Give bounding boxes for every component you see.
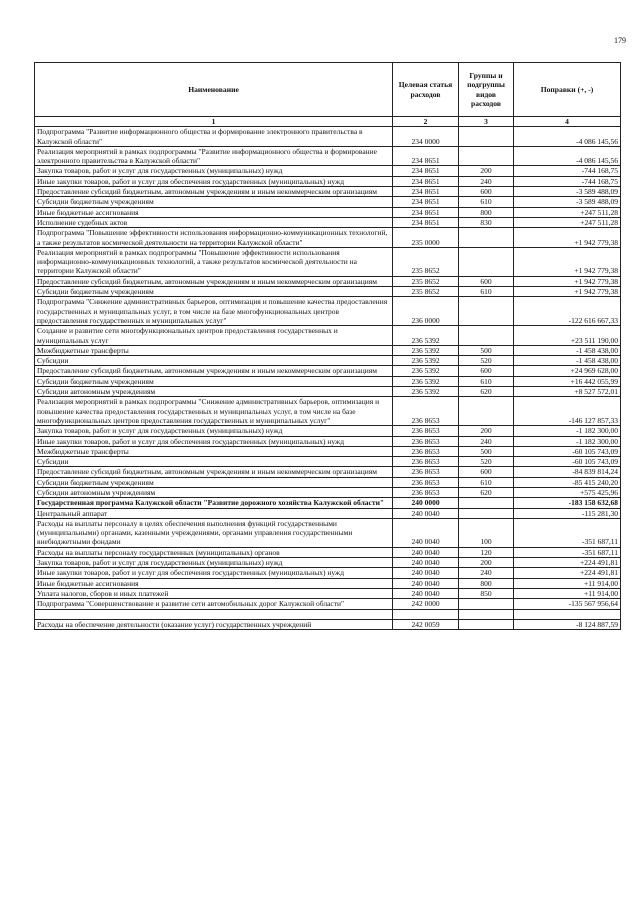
table-row [35, 146, 621, 166]
cell-group [459, 599, 514, 609]
cell-code: 236 8653 [393, 426, 459, 436]
cell-name: Субсидии автономным учреждениям [35, 387, 393, 397]
table-row [35, 397, 621, 426]
cell-group: 600 [459, 187, 514, 197]
cell-value: +1 942 779,38 [514, 228, 621, 248]
cell-code: 235 8652 [393, 276, 459, 286]
cell-group: 800 [459, 578, 514, 588]
cell-name: Субсидии бюджетным учреждениям [35, 287, 393, 297]
cell-code: 236 5392 [393, 387, 459, 397]
cell-value: -4 086 145,56 [514, 146, 621, 166]
cell-value: -744 168,75 [514, 176, 621, 186]
cell-code: 240 0000 [393, 498, 459, 508]
cell-code: 236 8653 [393, 477, 459, 487]
table-row [35, 207, 621, 217]
cell-value: +23 511 190,00 [514, 326, 621, 346]
spacer-cell [35, 609, 393, 619]
cell-name: Субсидии автономным учреждениям [35, 487, 393, 497]
table-row [35, 446, 621, 456]
cell-group: 200 [459, 426, 514, 436]
table-row [35, 599, 621, 609]
cell-group: 850 [459, 588, 514, 598]
cell-group: 620 [459, 387, 514, 397]
table-row [35, 467, 621, 477]
cell-value: +1 942 779,38 [514, 247, 621, 276]
cell-value: +8 527 572,01 [514, 387, 621, 397]
cell-name: Расходы на выплаты персоналу в целях обеспечения выполнения функций государственными (муниципальными) органами, казенными учреждениями, органами управления государственными внебюджетными фондами [35, 518, 393, 547]
cell-name: Расходы на обеспечение деятельности (оказание услуг) государственных учреждений [35, 619, 393, 629]
cell-name: Подпрограмма "Развитие информационного общества и формирование электронного правительства в Калужской области" [35, 127, 393, 147]
cell-name: Подпрограмма "Снижение административных барьеров, оптимизация и повышение качества предоставления государственных и муниципальных услуг, в том числе на базе многофункциональных центров предоставления государственных и муниципальных услуг" [35, 297, 393, 326]
table-row [35, 217, 621, 227]
cell-group: 610 [459, 287, 514, 297]
cell-group: 520 [459, 356, 514, 366]
cell-code: 240 0040 [393, 558, 459, 568]
cell-value: +1 942 779,38 [514, 276, 621, 286]
cell-code: 236 5392 [393, 366, 459, 376]
cell-name: Иные закупки товаров, работ и услуг для обеспечения государственных (муниципальных) нужд [35, 176, 393, 186]
budget-table [34, 62, 621, 630]
cell-value: -3 589 488,09 [514, 187, 621, 197]
cell-group: 200 [459, 166, 514, 176]
table-row [35, 228, 621, 248]
cell-name: Реализация мероприятий в рамках подпрограммы "Снижение административных барьеров, оптимизация и повышение качества предоставления государственных и муниципальных услуг, в том числе на базе многофункциональных центров предоставления государственных и муниципальных услуг" [35, 397, 393, 426]
cell-group [459, 297, 514, 326]
table-row [35, 518, 621, 547]
spacer-row [35, 609, 621, 619]
table-row [35, 366, 621, 376]
cell-group: 240 [459, 568, 514, 578]
cell-value: -183 158 632,68 [514, 498, 621, 508]
cell-value: -135 567 956,64 [514, 599, 621, 609]
cell-value: -122 616 667,33 [514, 297, 621, 326]
table-row [35, 197, 621, 207]
cell-code: 240 0040 [393, 568, 459, 578]
cell-name: Предоставление субсидий бюджетным, автономным учреждениям и иным некоммерческим организациям [35, 366, 393, 376]
cell-code: 235 8652 [393, 287, 459, 297]
cell-group [459, 508, 514, 518]
cell-name: Расходы на выплаты персоналу государственных (муниципальных) органов [35, 547, 393, 557]
cell-name: Центральный аппарат [35, 508, 393, 518]
cell-group: 830 [459, 217, 514, 227]
cell-code: 236 5392 [393, 345, 459, 355]
cell-code: 236 8653 [393, 436, 459, 446]
cell-value: -115 281,30 [514, 508, 621, 518]
cell-name: Закупка товаров, работ и услуг для государственных (муниципальных) нужд [35, 166, 393, 176]
table-row [35, 619, 621, 629]
cell-code: 235 8652 [393, 247, 459, 276]
cell-code: 240 0040 [393, 547, 459, 557]
cell-name: Реализация мероприятий в рамках подпрограммы "Повышение эффективности использования информационно-коммуникационных технологий, а также результатов космической деятельности на территории Калужской области" [35, 247, 393, 276]
cell-code: 236 8653 [393, 397, 459, 426]
cell-group: 610 [459, 197, 514, 207]
cell-code: 234 0000 [393, 127, 459, 147]
cell-name: Иные закупки товаров, работ и услуг для обеспечения государственных (муниципальных) нужд [35, 436, 393, 446]
cell-name: Субсидии бюджетным учреждениям [35, 376, 393, 386]
cell-name: Субсидии бюджетным учреждениям [35, 197, 393, 207]
cell-name: Межбюджетные трансферты [35, 345, 393, 355]
cell-value: +16 442 055,99 [514, 376, 621, 386]
cell-code: 234 8651 [393, 166, 459, 176]
cell-value: -4 086 145,56 [514, 127, 621, 147]
cell-value: -1 458 438,00 [514, 345, 621, 355]
cell-group [459, 247, 514, 276]
cell-code: 234 8651 [393, 176, 459, 186]
cell-group: 610 [459, 477, 514, 487]
cell-value: +247 511,28 [514, 207, 621, 217]
cell-group [459, 127, 514, 147]
cell-value: +24 969 628,00 [514, 366, 621, 376]
cell-name: Государственная программа Калужской области "Развитие дорожного хозяйства Калужской области" [35, 498, 393, 508]
cell-code: 234 8651 [393, 187, 459, 197]
table-row [35, 326, 621, 346]
cell-name: Субсидии бюджетным учреждениям [35, 477, 393, 487]
table-row [35, 457, 621, 467]
cell-group: 500 [459, 446, 514, 456]
cell-code: 240 0040 [393, 508, 459, 518]
cell-name: Предоставление субсидий бюджетным, автономным учреждениям и иным некоммерческим организациям [35, 276, 393, 286]
cell-name: Субсидии [35, 356, 393, 366]
table-row [35, 436, 621, 446]
cell-code: 240 0040 [393, 518, 459, 547]
cell-group: 610 [459, 376, 514, 386]
cell-group [459, 619, 514, 629]
cell-value: -3 589 488,09 [514, 197, 621, 207]
cell-value: +11 914,00 [514, 578, 621, 588]
cell-code: 234 8651 [393, 217, 459, 227]
cell-code: 236 0000 [393, 297, 459, 326]
cell-code: 236 8653 [393, 457, 459, 467]
header-target: Целевая статья расходов [393, 63, 459, 117]
cell-name: Уплата налогов, сборов и иных платежей [35, 588, 393, 598]
cell-value: +1 942 779,38 [514, 287, 621, 297]
cell-code: 234 8651 [393, 146, 459, 166]
table-row [35, 297, 621, 326]
cell-code: 234 8651 [393, 207, 459, 217]
cell-group [459, 228, 514, 248]
cell-group [459, 326, 514, 346]
table-row [35, 276, 621, 286]
table-row [35, 477, 621, 487]
cell-value: +224 491,81 [514, 568, 621, 578]
table-row [35, 345, 621, 355]
cell-group: 240 [459, 436, 514, 446]
cell-value: -351 687,11 [514, 518, 621, 547]
cell-code: 235 0000 [393, 228, 459, 248]
cell-name: Иные бюджетные ассигнования [35, 578, 393, 588]
col-number: 2 [393, 117, 459, 127]
spacer-cell [459, 609, 514, 619]
cell-group: 800 [459, 207, 514, 217]
col-number: 3 [459, 117, 514, 127]
cell-value: -1 182 300,00 [514, 436, 621, 446]
cell-code: 236 8653 [393, 467, 459, 477]
table-row [35, 487, 621, 497]
cell-code: 240 0040 [393, 588, 459, 598]
cell-value: -85 415 240,20 [514, 477, 621, 487]
table-row [35, 547, 621, 557]
page-number: 179 [614, 36, 626, 45]
cell-name: Подпрограмма "Повышение эффективности использования информационно-коммуникационных технологий, а также результатов космической деятельности на территории Калужской области" [35, 228, 393, 248]
header-amendment: Поправки (+, -) [514, 63, 621, 117]
cell-value: -1 182 300,00 [514, 426, 621, 436]
col-number: 1 [35, 117, 393, 127]
cell-name: Субсидии [35, 457, 393, 467]
table-row [35, 426, 621, 436]
table-row [35, 187, 621, 197]
cell-code: 242 0059 [393, 619, 459, 629]
cell-group: 120 [459, 547, 514, 557]
cell-group: 240 [459, 176, 514, 186]
cell-group [459, 146, 514, 166]
header-name: Наименование [35, 63, 393, 117]
table-row [35, 247, 621, 276]
table-body [35, 127, 621, 630]
table-row [35, 568, 621, 578]
table-row [35, 127, 621, 147]
cell-value: +247 511,28 [514, 217, 621, 227]
cell-value: +224 491,81 [514, 558, 621, 568]
cell-code: 236 5392 [393, 356, 459, 366]
cell-group [459, 397, 514, 426]
spacer-cell [514, 609, 621, 619]
cell-value: -60 105 743,09 [514, 446, 621, 456]
cell-name: Закупка товаров, работ и услуг для государственных (муниципальных) нужд [35, 558, 393, 568]
cell-group: 520 [459, 457, 514, 467]
table-row [35, 578, 621, 588]
cell-group [459, 498, 514, 508]
cell-value: -744 168,75 [514, 166, 621, 176]
cell-code: 240 0040 [393, 578, 459, 588]
table-row [35, 498, 621, 508]
cell-code: 236 8653 [393, 446, 459, 456]
cell-name: Межбюджетные трансферты [35, 446, 393, 456]
table-row [35, 176, 621, 186]
cell-value: -60 105 743,09 [514, 457, 621, 467]
table-row [35, 558, 621, 568]
cell-name: Иные закупки товаров, работ и услуг для обеспечения государственных (муниципальных) нужд [35, 568, 393, 578]
cell-name: Исполнение судебных актов [35, 217, 393, 227]
cell-group: 600 [459, 467, 514, 477]
cell-value: -146 127 857,33 [514, 397, 621, 426]
table-row [35, 356, 621, 366]
cell-value: -1 458 438,00 [514, 356, 621, 366]
table-row [35, 588, 621, 598]
cell-group: 600 [459, 276, 514, 286]
cell-code: 234 8651 [393, 197, 459, 207]
cell-group: 600 [459, 366, 514, 376]
cell-group: 620 [459, 487, 514, 497]
cell-value: -84 839 814,24 [514, 467, 621, 477]
table-row [35, 376, 621, 386]
cell-value: -8 124 887,59 [514, 619, 621, 629]
spacer-cell [393, 609, 459, 619]
cell-name: Закупка товаров, работ и услуг для государственных (муниципальных) нужд [35, 426, 393, 436]
col-number: 4 [514, 117, 621, 127]
cell-code: 242 0000 [393, 599, 459, 609]
cell-code: 236 5392 [393, 326, 459, 346]
cell-code: 236 5392 [393, 376, 459, 386]
table-row [35, 508, 621, 518]
table-row [35, 287, 621, 297]
cell-name: Создание и развитие сети многофункциональных центров предоставления государственных и муниципальных услуг [35, 326, 393, 346]
cell-group: 500 [459, 345, 514, 355]
cell-group: 200 [459, 558, 514, 568]
table-row [35, 166, 621, 176]
cell-value: +11 914,00 [514, 588, 621, 598]
cell-name: Предоставление субсидий бюджетным, автономным учреждениям и иным некоммерческим организациям [35, 467, 393, 477]
cell-name: Реализация мероприятий в рамках подпрограммы "Развитие информационного общества и формирование электронного правительства в Калужской области" [35, 146, 393, 166]
table-row [35, 387, 621, 397]
cell-name: Предоставление субсидий бюджетным, автономным учреждениям и иным некоммерческим организациям [35, 187, 393, 197]
cell-value: +575 425,96 [514, 487, 621, 497]
cell-code: 236 8653 [393, 487, 459, 497]
cell-name: Иные бюджетные ассигнования [35, 207, 393, 217]
header-group: Группы и подгруппы видов расходов [459, 63, 514, 117]
cell-name: Подпрограмма "Совершенствование и развитие сети автомобильных дорог Калужской области" [35, 599, 393, 609]
cell-group: 100 [459, 518, 514, 547]
cell-value: -351 687,11 [514, 547, 621, 557]
